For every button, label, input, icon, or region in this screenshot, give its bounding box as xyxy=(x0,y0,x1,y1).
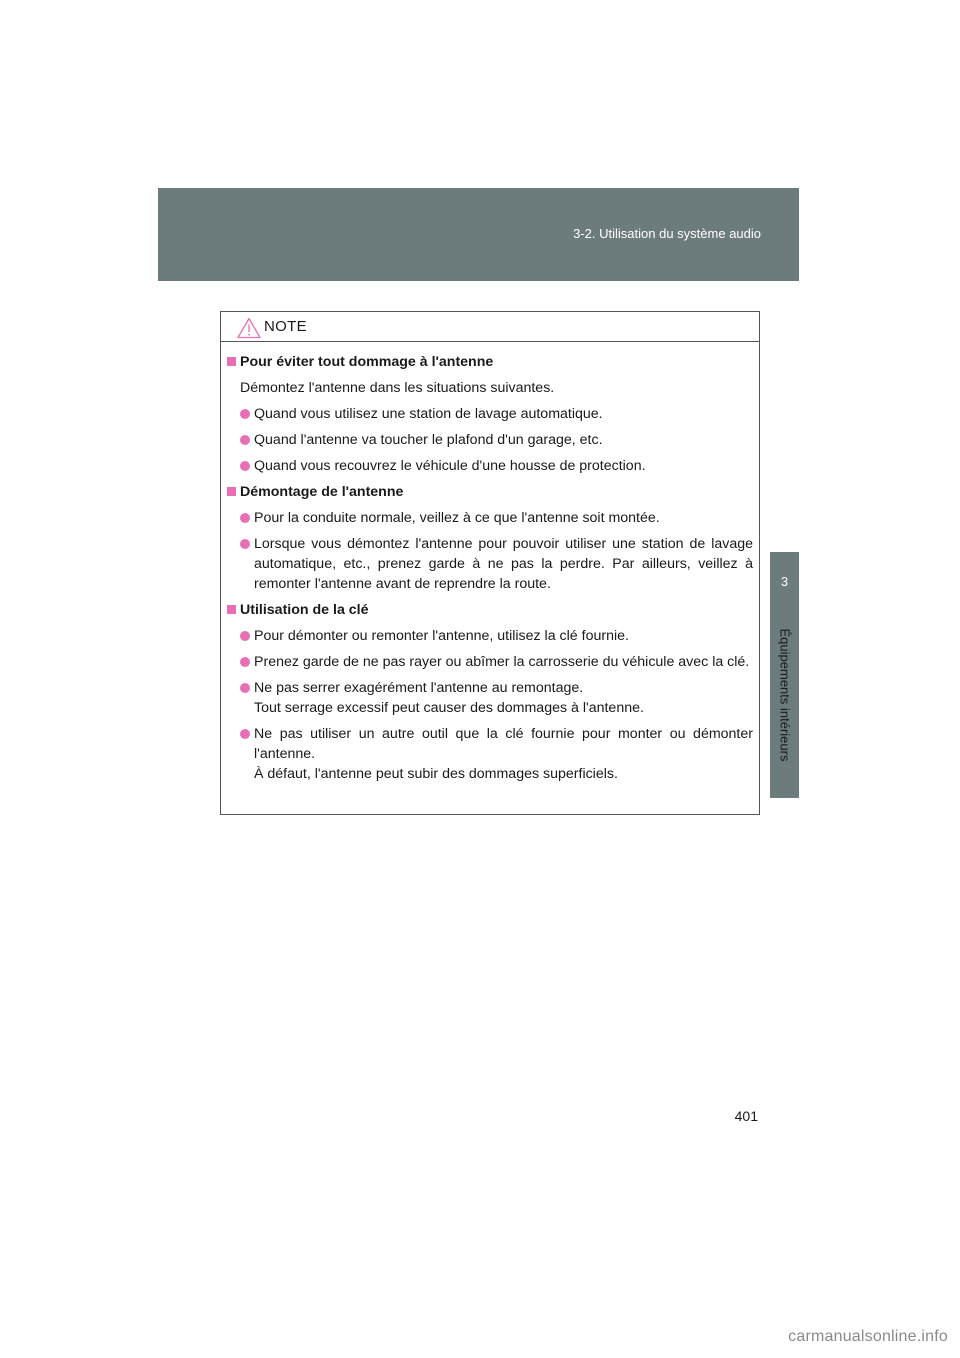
list-item xyxy=(225,508,753,528)
list-item-text: Pour la conduite normale, veillez à ce que l'antenne soit montée. xyxy=(254,510,660,526)
list-item xyxy=(225,678,753,718)
square-bullet-icon xyxy=(227,605,236,614)
header-band xyxy=(158,188,799,281)
list-item-text: Quand vous utilisez une station de lavage automatique. xyxy=(254,406,603,422)
list-item-text: Ne pas serrer exagérément l'antenne au remontage. xyxy=(254,680,584,696)
round-bullet-icon xyxy=(240,683,250,693)
list-item-text: À défaut, l'antenne peut subir des dommages superficiels. xyxy=(254,766,618,782)
list-item xyxy=(225,456,753,476)
section-heading-text: Pour éviter tout dommage à l'antenne xyxy=(240,354,494,370)
section-heading-text: Démontage de l'antenne xyxy=(240,484,404,500)
list-item xyxy=(225,724,753,784)
section-intro: Démontez l'antenne dans les situations suivantes. xyxy=(240,380,555,396)
list-item xyxy=(225,626,753,646)
list-item-text: Quand vous recouvrez le véhicule d'une housse de protection. xyxy=(254,458,646,474)
chapter-label: Équipements intérieurs xyxy=(777,628,792,762)
section-heading xyxy=(225,482,753,502)
round-bullet-icon xyxy=(240,657,250,667)
warning-triangle-icon xyxy=(237,317,261,339)
square-bullet-icon xyxy=(227,487,236,496)
note-section xyxy=(225,600,753,784)
note-body xyxy=(221,342,759,784)
list-item-text: Quand l'antenne va toucher le plafond d'un garage, etc. xyxy=(254,432,603,448)
section-title: 3-2. Utilisation du système audio xyxy=(573,226,761,241)
section-heading-text: Utilisation de la clé xyxy=(240,602,369,618)
list-item xyxy=(225,534,753,594)
chapter-number: 3 xyxy=(780,574,789,589)
list-item xyxy=(225,430,753,450)
round-bullet-icon xyxy=(240,539,250,549)
section-heading xyxy=(225,600,753,620)
round-bullet-icon xyxy=(240,435,250,445)
note-title: NOTE xyxy=(264,318,307,335)
page-number: 401 xyxy=(734,1108,758,1124)
list-item-text: Prenez garde de ne pas rayer ou abîmer la carrosserie du véhicule avec la clé. xyxy=(254,654,750,670)
round-bullet-icon xyxy=(240,409,250,419)
round-bullet-icon xyxy=(240,461,250,471)
list-item xyxy=(225,404,753,424)
round-bullet-icon xyxy=(240,729,250,739)
note-section xyxy=(225,482,753,594)
list-item-text: Lorsque vous démontez l'antenne pour pouvoir utiliser une station de lavage automatique, etc., prenez garde à ne pas la perdre. Par ailleurs, veillez à remonter l'antenne avant de reprendre la route. xyxy=(254,536,753,592)
round-bullet-icon xyxy=(240,513,250,523)
list-item-text: Tout serrage excessif peut causer des dommages à l'antenne. xyxy=(254,700,644,716)
round-bullet-icon xyxy=(240,631,250,641)
watermark: carmanualsonline.info xyxy=(788,1328,948,1345)
note-section xyxy=(225,352,753,476)
list-item xyxy=(225,652,753,672)
note-box xyxy=(220,311,760,815)
chapter-label-wrap xyxy=(770,600,799,790)
section-heading xyxy=(225,352,753,372)
note-header xyxy=(221,312,759,342)
list-item-text: Ne pas utiliser un autre outil que la clé fournie pour monter ou démonter l'antenne. xyxy=(254,726,753,762)
square-bullet-icon xyxy=(227,357,236,366)
list-item-text: Pour démonter ou remonter l'antenne, utilisez la clé fournie. xyxy=(254,628,629,644)
